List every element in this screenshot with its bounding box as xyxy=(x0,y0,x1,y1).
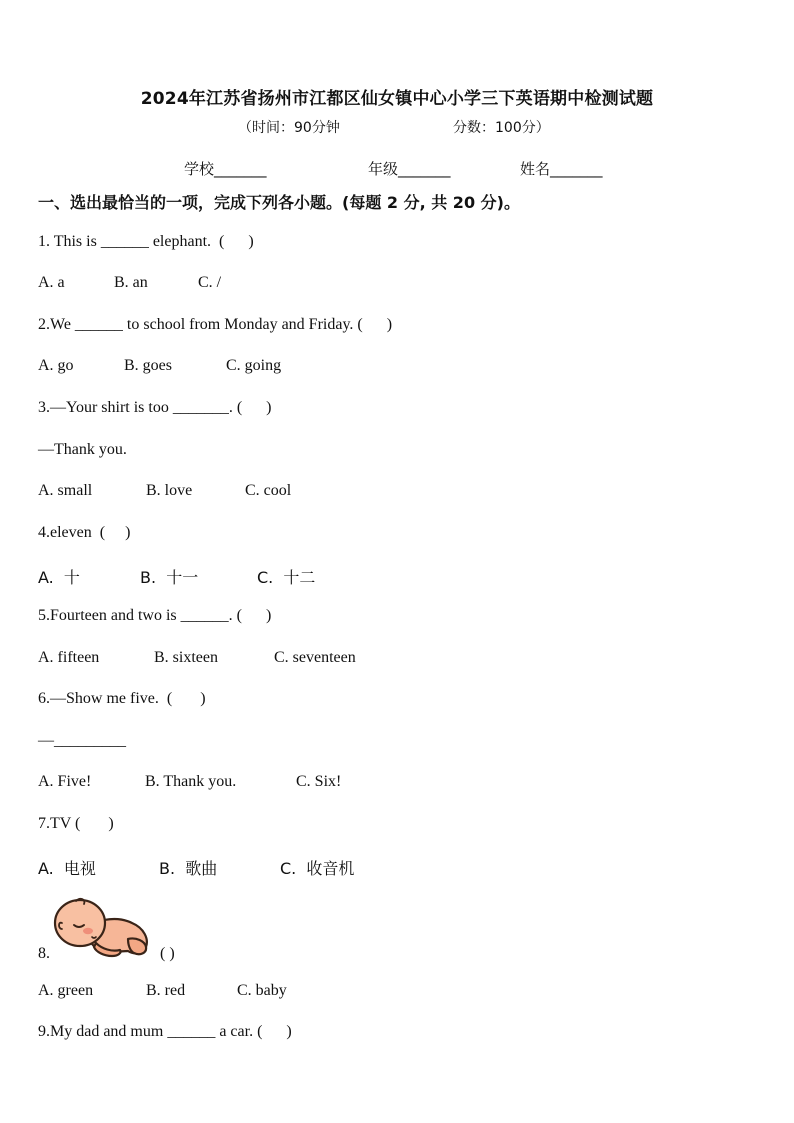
question-3-option-c[interactable]: C. cool xyxy=(245,482,292,499)
question-6-option-a[interactable]: A. Five! xyxy=(38,773,92,790)
school-field: 学校_______ xyxy=(184,160,267,178)
question-8-stem: 8. xyxy=(38,945,50,962)
question-2-option-a[interactable]: A. go xyxy=(38,357,74,374)
question-3-option-a[interactable]: A. small xyxy=(38,482,93,499)
question-6-reply: —_________ xyxy=(38,732,126,749)
question-7-option-c[interactable]: C. 收音机 xyxy=(280,859,355,878)
exam-title: 2024年江苏省扬州市江都区仙女镇中心小学三下英语期中检测试题 xyxy=(140,89,654,109)
exam-score: 分数：100分） xyxy=(453,120,550,136)
exam-time: （时间：90分钟 xyxy=(238,120,340,136)
question-7-option-a[interactable]: A. 电视 xyxy=(38,859,96,878)
sleeping-baby-picture xyxy=(50,895,154,959)
section-heading: 一、选出最恰当的一项，完成下列各小题。(每题 2 分, 共 20 分)。 xyxy=(38,193,520,212)
question-3-stem: 3.—Your shirt is too _______. ( ) xyxy=(38,399,272,416)
question-8-option-b[interactable]: B. red xyxy=(146,982,186,999)
question-5-option-a[interactable]: A. fifteen xyxy=(38,649,100,666)
name-field: 姓名_______ xyxy=(520,160,603,178)
question-7-option-b[interactable]: B. 歌曲 xyxy=(159,859,218,878)
question-2-option-b[interactable]: B. goes xyxy=(124,357,172,374)
question-4-option-a[interactable]: A. 十 xyxy=(38,568,80,587)
question-3-option-b[interactable]: B. love xyxy=(146,482,193,499)
question-6-stem: 6.—Show me five. ( ) xyxy=(38,690,206,707)
question-5-option-c[interactable]: C. seventeen xyxy=(274,649,356,666)
question-8-blank: ( ) xyxy=(160,945,175,962)
question-8-option-a[interactable]: A. green xyxy=(38,982,94,999)
question-2-stem: 2.We ______ to school from Monday and Friday. ( ) xyxy=(38,316,393,333)
question-6-option-b[interactable]: B. Thank you. xyxy=(145,773,237,790)
question-2-option-c[interactable]: C. going xyxy=(226,357,282,374)
question-5-option-b[interactable]: B. sixteen xyxy=(154,649,218,666)
question-1-option-c[interactable]: C. / xyxy=(198,274,222,291)
question-3-reply: —Thank you. xyxy=(38,441,127,458)
question-1-option-a[interactable]: A. a xyxy=(38,274,65,291)
question-9-stem: 9.My dad and mum ______ a car. ( ) xyxy=(38,1023,292,1040)
question-4-stem: 4.eleven ( ) xyxy=(38,524,131,541)
question-4-option-b[interactable]: B. 十一 xyxy=(140,568,199,587)
question-4-option-c[interactable]: C. 十二 xyxy=(257,568,316,587)
question-8-option-c[interactable]: C. baby xyxy=(237,982,287,999)
question-5-stem: 5.Fourteen and two is ______. ( ) xyxy=(38,607,272,624)
question-6-option-c[interactable]: C. Six! xyxy=(296,773,342,790)
grade-field: 年级_______ xyxy=(368,160,451,178)
question-1-stem: 1. This is ______ elephant. ( ) xyxy=(38,233,254,250)
question-1-option-b[interactable]: B. an xyxy=(114,274,148,291)
question-7-stem: 7.TV ( ) xyxy=(38,815,114,832)
